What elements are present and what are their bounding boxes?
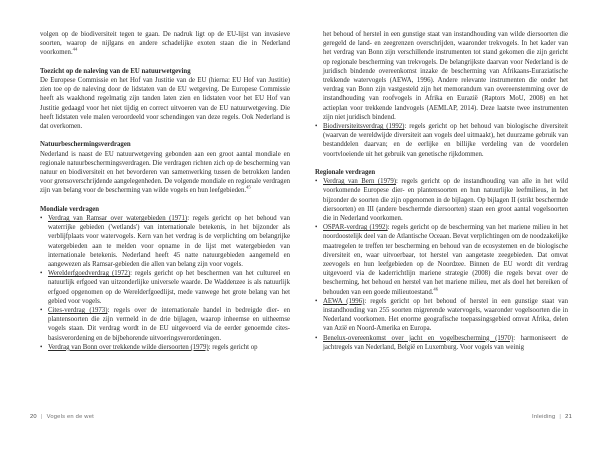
treaty-bullet-werelderfgoed: • Werelderfgoedverdrag (1972): regels gericht op het beschermen van het cultureel en natuurlijk erfgoed van uitzonderlijke universele waarde. De Waddenzee is als natuurlijk erfgoed opgenomen op de Werelderfgoedlijst, mede vanwege het grote belang van het gebied voor vogels. <box>40 270 290 305</box>
right-page-footer <box>532 414 572 421</box>
treaty-bullet-benelux: • Benelux-overeenkomst over jacht en vogelbescherming (1970): harmoniseert de jachtregels van Nederland, België en Luxemburg. Voor vogels van weinig <box>315 334 569 351</box>
section-heading-natuurbeschermingsverdragen: Natuurbeschermingsverdragen <box>40 141 131 149</box>
page-number: 21 <box>565 414 572 420</box>
bullet-icon: • <box>40 215 43 223</box>
bullet-icon: • <box>315 334 318 342</box>
bullet-icon: • <box>315 297 318 305</box>
treaty-name: Verdrag van Bern (1979) <box>323 178 397 186</box>
bullet-icon: • <box>315 224 318 232</box>
treaty-bullet-bonn: • Verdrag van Bonn over trekkende wilde diersoorten (1979): regels gericht op <box>40 343 258 351</box>
bullet-icon: • <box>40 270 43 278</box>
treaty-name: Verdrag van Ramsar over watergebieden (1971) <box>48 215 188 223</box>
book-title: Vogels en de wet <box>46 414 94 420</box>
treaty-bullet-biodiversiteit: • Biodiversiteitsverdrag (1992): regels gericht op het behoud van biologische diversiteit (waarvan de wereldwijde diversiteit aan vogels deel uitmaakt), het duurzame gebruik van bestanddelen daarvan; en de eerlijke en billijke verdeling van de voordelen voortvloeiende uit het gebruik van genetische rijkdommen. <box>315 123 568 158</box>
treaty-name: Cites-verdrag (1973) <box>48 307 108 315</box>
treaty-bullet-ospar: • OSPAR-verdrag (1992): regels gericht op de bescherming van het mariene milieu in het noordoostelijk deel van de Atlantische Oceaan. Bevat verplichtingen om de noodzakelijke maatregelen te treffen ter bescherming en behoud van de ecosystemen en de biologische diversiteit en, waar uitvoerbaar, tot herstel van aangetaste zeegebieden. Dat omvat zeevogels en hun leefgebieden op de Noordzee. Binnen de EU wordt dit verdrag uitgevoerd via de kaderrichtlijn mariene strategie (2008) die regels bevat over de bescherming, het behoud en herstel van het mariene milieu, met als doel het bereiken of behouden van een goede milieutoestand.$^{46}$ <box>315 224 568 296</box>
toezicht-paragraph: De Europese Commissie en het Hof van Justitie van de EU (hierna: EU Hof van Justitie) zien toe op de naleving door de lidstaten van de EU wetgeving. De Europese Commissie heeft als waakhond regelmatig zijn tanden laten zien en lidstaten voor het EU Hof van Justitie gedaagd voor het niet tijdig en correct uitvoeren van de EU natuurwetgeving. Die heeft lidstaten vele malen veroordeeld voor schendingen van deze regels. Ook Nederland is dat overkomen. <box>40 77 290 131</box>
section-heading-toezicht: Toezicht op de naleving van de EU natuurwetgeving <box>40 67 191 75</box>
treaty-name: Verdrag van Bonn over trekkende wilde diersoorten (1979) <box>48 343 209 351</box>
footnote-marker: 46 <box>433 286 439 292</box>
section-heading-mondiale-verdragen: Mondiale verdragen <box>40 205 100 213</box>
chapter-title: Inleiding <box>532 414 556 420</box>
verdragen-paragraph: Nederland is naast de EU natuurwetgeving gebonden aan een groot aantal mondiale en regionale natuurbeschermingsverdragen. Die verdragen richten zich op de bescherming van natuur en biodiversiteit en het bevorderen van samenwerking tussen de betrokken landen voor grensoverschrijdende aangelegenheden. De volgende mondiale en regionale verdragen zijn van belang voor de bescherming van wilde vogels en hun leefgebieden.$^{45}$ <box>40 150 290 195</box>
footnote-marker: 44 <box>72 47 78 53</box>
treaty-name: Biodiversiteitsverdrag (1992) <box>323 123 405 131</box>
treaty-name: Werelderfgoedverdrag (1972) <box>48 270 131 278</box>
bullet-icon: • <box>315 123 318 131</box>
page-number: 20 <box>30 414 37 420</box>
right-page-column <box>315 30 568 352</box>
treaty-name: AEWA (1996) <box>323 297 365 305</box>
left-page-footer <box>30 414 94 421</box>
left-page-column <box>40 30 290 352</box>
intro-paragraph: volgen op de biodiversiteit tegen te gaan. De nadruk ligt op de EU-lijst van invasieve soorten, waarop de nijlgans en andere schadelijke exoten staan die in Nederland voorkomen.$^{44}$ <box>40 31 290 57</box>
treaty-bullet-aewa: • AEWA (1996): regels gericht op het behoud of herstel in een gunstige staat van instandhouding van 255 soorten migrerende watervogels, waaronder vogelsoorten die in Nederland voorkomen. Het enorme geografische toepassingsgebied omvat Afrika, delen van Azië en Noord-Amerika en Europa. <box>315 297 568 333</box>
bullet-icon: • <box>40 343 43 351</box>
footer-divider: | <box>40 414 43 420</box>
treaty-bullet-ramsar: • Verdrag van Ramsar over watergebieden (1971): regels gericht op het behoud van waterrijke gebieden ('wetlands') van internationale betekenis, in het bijzonder als verblijfplaats voor watervogels. Kern van het verdrag is de verplichting om belangrijke watergebieden aan te melden voor opname in de lijst met watergebieden van internationale betekenis. Nederland heeft 45 natte natuurgebieden aangemeld en aangewezen als Ramsar-gebieden die allen van belang zijn voor vogels. <box>40 215 290 269</box>
bonn-continuation-paragraph: het behoud of herstel in een gunstige staat van instandhouding van wilde diersoorten die geregeld de land- en zeegrenzen overschrijden, waaronder trekvogels. In het kader van het verdrag van Bonn zijn verschillende instrumenten tot stand gekomen die zijn gericht op regionale bescherming van trekvogels. De belangrijkste daarvan voor Nederland is de juridisch bindende overeenkomst inzake de bescherming van Afrikaans-Euraziatische trekkende watervogels (AEWA, 1996). Andere relevante instrumenten die onder het verdrag van Bonn zijn vastgesteld zijn het memorandum van overeenstemming over de instandhouding van roofvogels in Afrika en Eurazië (Raptors MoU, 2008) en het actieplan voor trekkende landvogels (AEMLAP, 2014). Deze laatste twee instrumenten zijn niet juridisch bindend. <box>323 31 568 121</box>
bullet-icon: • <box>40 307 43 315</box>
treaty-bullet-bern: • Verdrag van Bern (1979): regels gericht op de instandhouding van alle in het wild voorkomende Europese dier- en plantensoorten en hun natuurlijke leefmilieus, in het bijzonder de soorten die zijn opgenomen in de bijlagen. Op bijlagen II (strikt beschermde diersoorten) en III (andere beschermde diersoorten) staan een groot aantal vogelsoorten die in Nederland voorkomen. <box>315 178 568 223</box>
section-heading-regionale-verdragen: Regionale verdragen <box>315 169 376 177</box>
treaty-name: OSPAR-verdrag (1992) <box>323 224 388 232</box>
footnote-marker: 45 <box>246 185 251 191</box>
bullet-icon: • <box>315 178 318 186</box>
footer-divider: | <box>559 414 562 420</box>
treaty-name: Benelux-overeenkomst over jacht en vogelbescherming (1970) <box>323 334 514 342</box>
treaty-bullet-cites: • Cites-verdrag (1973): regels over de internationale handel in bedreigde dier- en plantensoorten die zijn vermeld in de drie bijlagen, waarop inheemse en uitheemse vogels staan. Dit verdrag wordt in de EU uitgevoerd via de eerder genoemde cites-basisverordening en de bijbehorende uitvoeringsverordeningen. <box>40 307 290 342</box>
